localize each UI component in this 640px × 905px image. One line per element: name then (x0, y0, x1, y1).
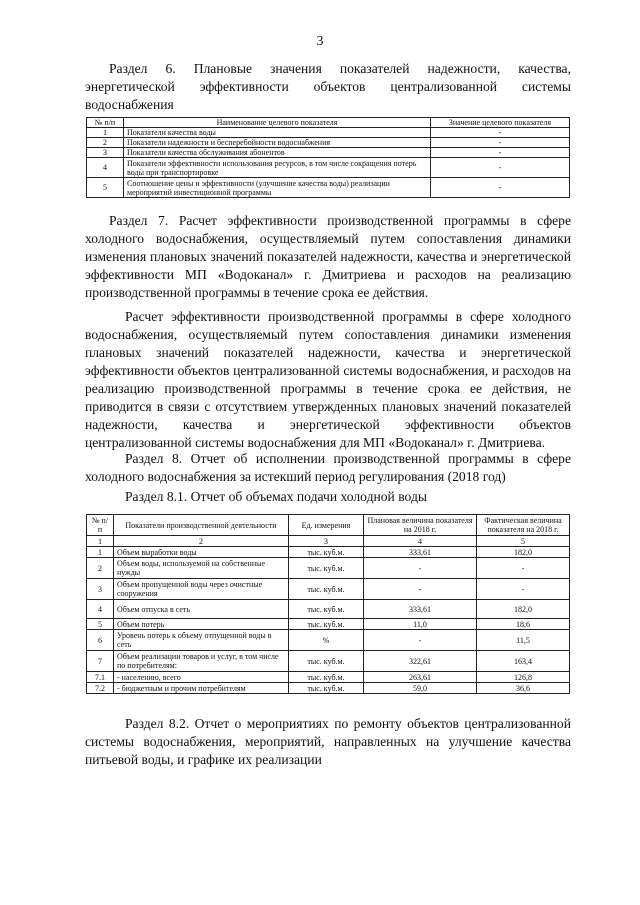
row-number: 7.2 (87, 683, 114, 694)
row-number: 5 (87, 619, 114, 630)
table-row (87, 600, 570, 619)
table-row (87, 619, 570, 630)
indicator-name: Объем пропущенной воды через очистные сооружения (114, 579, 289, 600)
fact-value: 36,6 (477, 683, 570, 694)
table-row (87, 651, 570, 672)
row-number: 6 (87, 630, 114, 651)
col-number: 3 (289, 536, 364, 547)
section7-body: Расчет эффективности производственной программы в сфере холодного водоснабжения, осуществляемый путем сопоставления динамики изменения плановых значений показателей надежности, качества и энергетической эффективности объектов централизованной системы водоснабжения, и расходов на реализацию производственной программы в течение срока ее действия, не приводится в связи с отсутствием утвержденных плановых значений показателей надежности, качества и энергетической эффективности объектов централизованной системы водоснабжения для МП «Водоканал» г. Дмитриева. (85, 309, 571, 450)
table-row (87, 672, 570, 683)
indicator-value: - (431, 138, 570, 148)
row-number: 7.1 (87, 672, 114, 683)
section7-heading: Раздел 7. Расчет эффективности производственной программы в сфере холодного водоснабжения, осуществляемый путем сопоставления динамики изменения плановых значений показателей надежности, качества и энергетической эффективности МП «Водоканал» г. Дмитриева и расходов на реализацию производственной программы в течение срока ее действия. (85, 213, 571, 300)
fact-value: 18,6 (477, 619, 570, 630)
row-number: 4 (87, 158, 124, 178)
table-row (87, 138, 570, 148)
section6-heading: Раздел 6. Плановые значения показателей надежности, качества, энергетической эффективности объектов централизованной системы водоснабжения (85, 61, 571, 112)
col-header: Ед. измерения (289, 515, 364, 536)
row-number: 5 (87, 178, 124, 198)
indicator-value: - (431, 128, 570, 138)
indicator-name: Показатели качества воды (124, 128, 431, 138)
section8-2-heading: Раздел 8.2. Отчет о мероприятиях по ремонту объектов централизованной системы водоснабжения, мероприятий, направленных на улучшение качества питьевой воды, и графике их реализации (85, 716, 571, 767)
indicator-name: - населению, всего (114, 672, 289, 683)
plan-value: 11,0 (364, 619, 477, 630)
table-header-row (87, 515, 570, 536)
unit: тыс. куб.м. (289, 683, 364, 694)
unit: тыс. куб.м. (289, 558, 364, 579)
fact-value: 11,5 (477, 630, 570, 651)
fact-value: 182,0 (477, 547, 570, 558)
unit: тыс. куб.м. (289, 672, 364, 683)
col-number: 1 (87, 536, 114, 547)
table-row (87, 683, 570, 694)
section8-heading: Раздел 8. Отчет об исполнении производственной программы в сфере холодного водоснабжения за истекший период регулирования (2018 год) (85, 451, 571, 484)
table-header-row (87, 118, 570, 128)
unit: % (289, 630, 364, 651)
unit: тыс. куб.м. (289, 600, 364, 619)
table-row (87, 148, 570, 158)
unit: тыс. куб.м. (289, 619, 364, 630)
plan-value: 263,61 (364, 672, 477, 683)
plan-value: 59,0 (364, 683, 477, 694)
table-row (87, 558, 570, 579)
section8-1-heading: Раздел 8.1. Отчет об объемах подачи холодной воды (125, 489, 428, 504)
table-row (87, 178, 570, 198)
fact-value: 163,4 (477, 651, 570, 672)
indicator-name: Уровень потерь к объему отпущенной воды в сеть (114, 630, 289, 651)
fact-value: 182,0 (477, 600, 570, 619)
plan-value: - (364, 579, 477, 600)
row-number: 3 (87, 579, 114, 600)
indicator-name: Показатели качества обслуживания абонентов (124, 148, 431, 158)
indicator-name: Объем отпуска в сеть (114, 600, 289, 619)
row-number: 1 (87, 128, 124, 138)
table-row (87, 547, 570, 558)
fact-value: - (477, 558, 570, 579)
plan-value: 322,61 (364, 651, 477, 672)
plan-value: - (364, 558, 477, 579)
plan-value: - (364, 630, 477, 651)
indicator-name: Показатели надежности и бесперебойности водоснабжения (124, 138, 431, 148)
section8-1-table (86, 514, 570, 694)
table-row (87, 630, 570, 651)
indicator-name: Объем реализации товаров и услуг, в том числе по потребителям: (114, 651, 289, 672)
row-number: 2 (87, 558, 114, 579)
page-number: 3 (316, 34, 324, 49)
indicator-name: Соотношение цены и эффективности (улучшение качества воды) реализации мероприятий инвестиционной программы (124, 178, 431, 198)
unit: тыс. куб.м. (289, 547, 364, 558)
row-number: 1 (87, 547, 114, 558)
row-number: 3 (87, 148, 124, 158)
table-col-number-row (87, 536, 570, 547)
fact-value: 126,8 (477, 672, 570, 683)
col-header: Наименование целевого показателя (124, 118, 431, 128)
col-number: 5 (477, 536, 570, 547)
indicator-value: - (431, 148, 570, 158)
col-header: Плановая величина показателя на 2018 г. (364, 515, 477, 536)
unit: тыс. куб.м. (289, 579, 364, 600)
col-header: № п/п (87, 118, 124, 128)
col-header: № п/п (87, 515, 114, 536)
plan-value: 333,61 (364, 600, 477, 619)
row-number: 2 (87, 138, 124, 148)
col-header: Показатели производственной деятельности (114, 515, 289, 536)
col-number: 2 (114, 536, 289, 547)
col-number: 4 (364, 536, 477, 547)
table-row (87, 158, 570, 178)
row-number: 4 (87, 600, 114, 619)
row-number: 7 (87, 651, 114, 672)
indicator-name: Показатели эффективности использования ресурсов, в том числе сокращения потерь воды при транспортировке (124, 158, 431, 178)
indicator-name: - бюджетным и прочим потребителям (114, 683, 289, 694)
plan-value: 333,61 (364, 547, 477, 558)
indicator-value: - (431, 158, 570, 178)
col-header: Фактическая величина показателя на 2018 г. (477, 515, 570, 536)
unit: тыс. куб.м. (289, 651, 364, 672)
indicator-value: - (431, 178, 570, 198)
table-row (87, 128, 570, 138)
fact-value: - (477, 579, 570, 600)
indicator-name: Объем выработки воды (114, 547, 289, 558)
indicator-name: Объем потерь (114, 619, 289, 630)
col-header: Значение целевого показателя (431, 118, 570, 128)
indicator-name: Объем воды, используемой на собственные нужды (114, 558, 289, 579)
section6-table (86, 117, 570, 198)
table-row (87, 579, 570, 600)
